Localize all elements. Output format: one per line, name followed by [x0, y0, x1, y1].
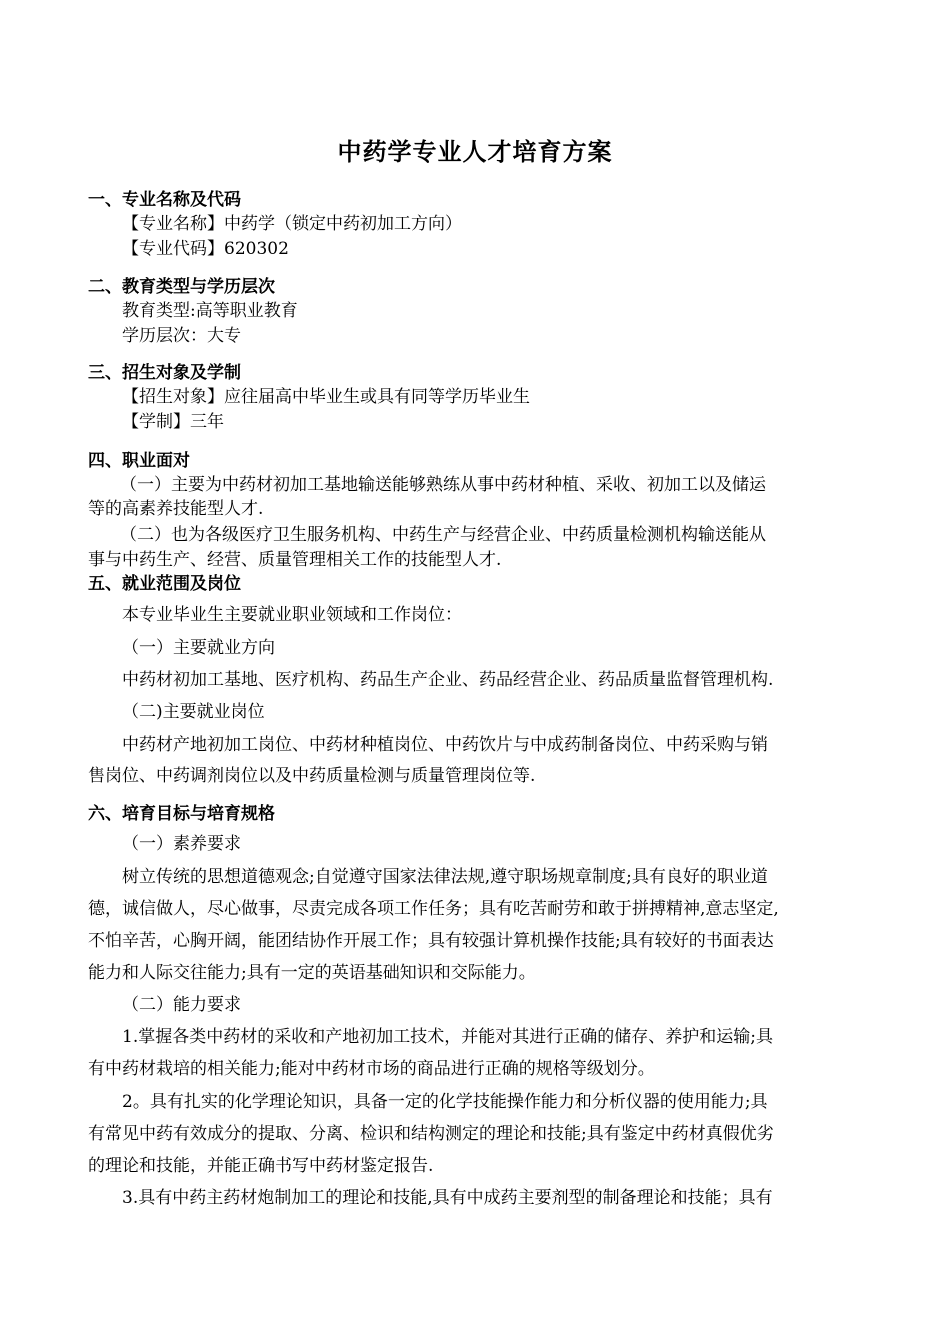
quality-paragraph: 能力和人际交往能力;具有一定的英语基础知识和交际能力。 — [88, 963, 536, 983]
section-5-heading: 五、就业范围及岗位 — [88, 574, 241, 594]
employment-posts: 售岗位、中药调剂岗位以及中药质量检测与质量管理岗位等. — [88, 766, 536, 786]
employment-subheading: （二)主要就业岗位 — [122, 702, 265, 722]
quality-subheading: （一）素养要求 — [122, 834, 241, 854]
quality-paragraph: 德，诚信做人，尽心做事，尽责完成各项工作任务；具有吃苦耐劳和敢于拼搏精神,意志坚定, — [88, 899, 779, 919]
career-paragraph: 等的高素养技能型人才. — [88, 499, 264, 519]
education-level: 学历层次：大专 — [122, 326, 241, 346]
career-paragraph: （二）也为各级医疗卫生服务机构、中药生产与经营企业、中药质量检测机构输送能从 — [120, 525, 766, 545]
ability-subheading: （二）能力要求 — [122, 995, 241, 1015]
ability-item-2: 2。具有扎实的化学理论知识，具备一定的化学技能操作能力和分析仪器的使用能力;具 — [122, 1092, 768, 1112]
employment-posts: 中药材产地初加工岗位、中药材种植岗位、中药饮片与中成药制备岗位、中药采购与销 — [122, 735, 768, 755]
ability-item-1: 1.掌握各类中药材的采收和产地初加工技术，并能对其进行正确的储存、养护和运输;具 — [122, 1027, 773, 1047]
study-duration: 【学制】三年 — [122, 412, 224, 432]
education-type: 教育类型:高等职业教育 — [122, 301, 298, 321]
section-2-heading: 二、教育类型与学历层次 — [88, 277, 275, 297]
ability-item-2: 有常见中药有效成分的提取、分离、检识和结构测定的理论和技能;具有鉴定中药材真假优劣 — [88, 1124, 774, 1144]
employment-subheading: （一）主要就业方向 — [122, 638, 275, 658]
quality-paragraph: 不怕辛苦，心胸开阔，能团结协作开展工作；具有较强计算机操作技能;具有较好的书面表达 — [88, 931, 774, 951]
major-code: 【专业代码】620302 — [122, 239, 289, 259]
ability-item-3: 3.具有中药主药材炮制加工的理论和技能,具有中成药主要剂型的制备理论和技能；具有 — [122, 1188, 773, 1208]
section-1-heading: 一、专业名称及代码 — [88, 190, 241, 210]
career-paragraph: （一）主要为中药材初加工基地输送能够熟练从事中药材种植、采收、初加工以及储运 — [120, 475, 766, 495]
major-name: 【专业名称】中药学（锁定中药初加工方向） — [122, 214, 462, 234]
enrollment-target: 【招生对象】应往届高中毕业生或具有同等学历毕业生 — [122, 387, 530, 407]
ability-item-2: 的理论和技能，并能正确书写中药材鉴定报告. — [88, 1156, 434, 1176]
section-6-heading: 六、培育目标与培育规格 — [88, 804, 275, 824]
section-4-heading: 四、职业面对 — [88, 451, 190, 471]
employment-directions: 中药材初加工基地、医疗机构、药品生产企业、药品经营企业、药品质量监督管理机构. — [122, 670, 774, 690]
career-paragraph: 事与中药生产、经营、质量管理相关工作的技能型人才. — [88, 550, 502, 570]
quality-paragraph: 树立传统的思想道德观念;自觉遵守国家法律法规,遵守职场规章制度;具有良好的职业道 — [122, 867, 768, 887]
ability-item-1: 有中药材栽培的相关能力;能对中药材市场的商品进行正确的规格等级划分。 — [88, 1059, 655, 1079]
section-3-heading: 三、招生对象及学制 — [88, 363, 241, 383]
employment-intro: 本专业毕业生主要就业职业领域和工作岗位： — [122, 605, 462, 625]
page-title: 中药学专业人才培育方案 — [337, 138, 613, 166]
